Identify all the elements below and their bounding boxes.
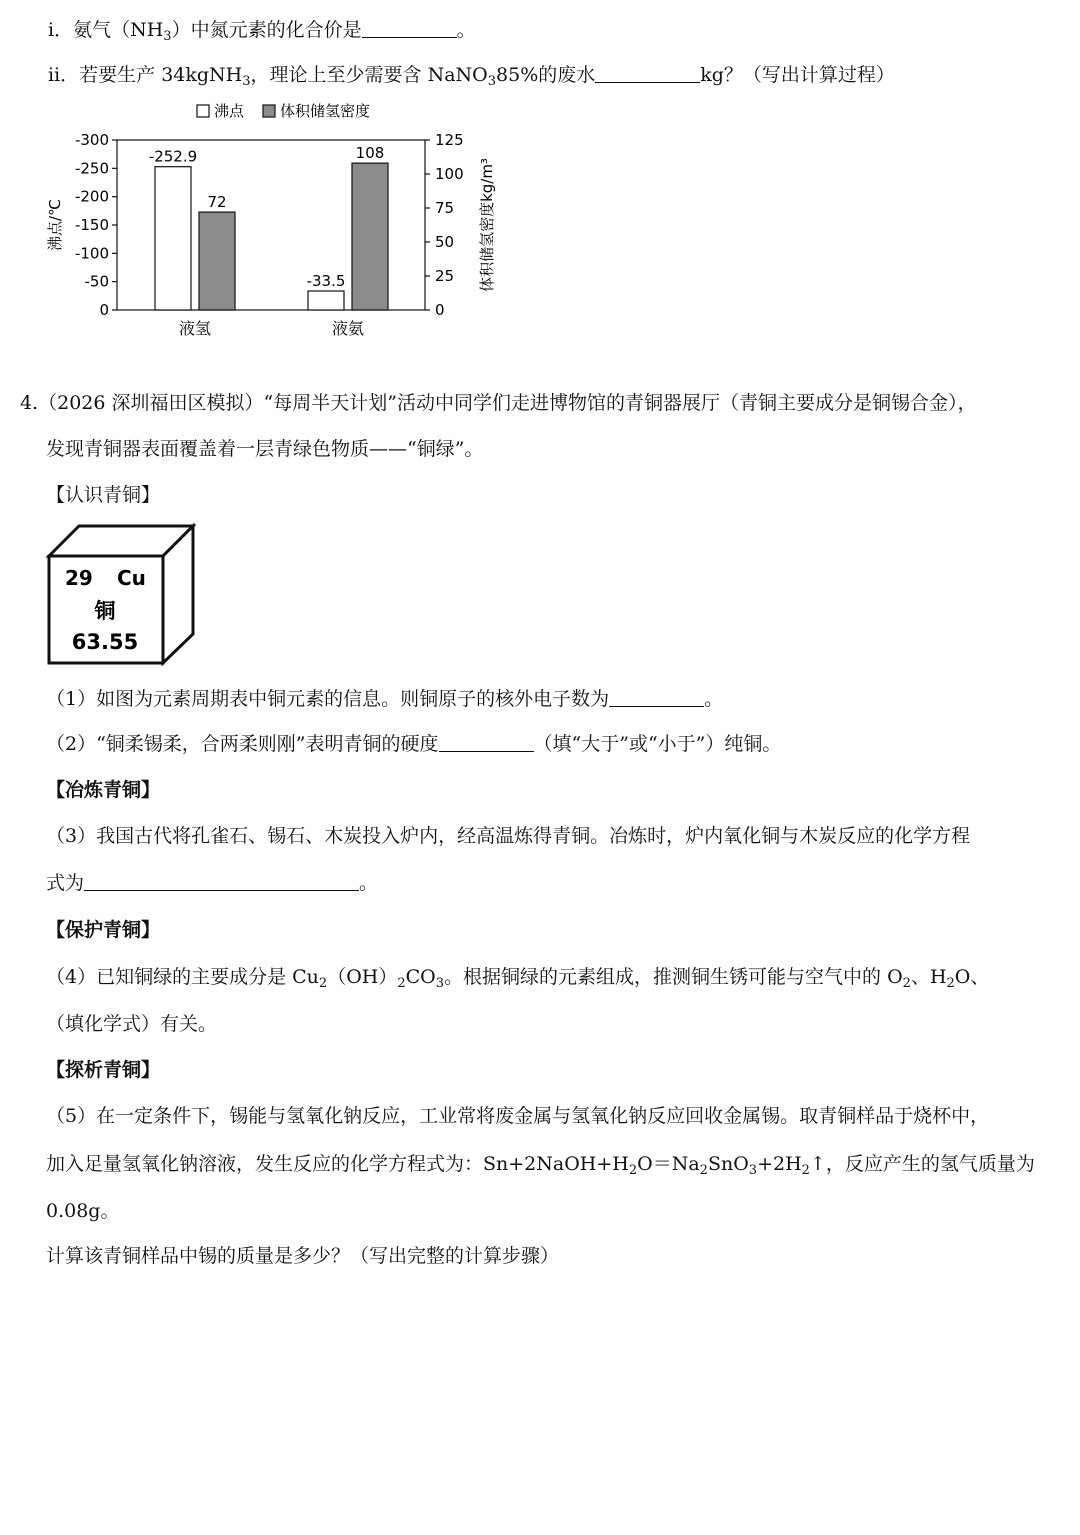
right-tick-label: 25	[435, 267, 455, 285]
heading-protect-bronze: 【保护青铜】	[46, 919, 161, 941]
left-tick-label: -50	[84, 272, 109, 291]
answer-blank[interactable]	[84, 872, 359, 891]
copper-element-cube	[45, 522, 200, 667]
question-4-1: （1）如图为元素周期表中铜元素的信息。则铜原子的核外电子数为 。	[46, 688, 724, 710]
category-labels	[179, 319, 364, 338]
bar-boiling-point	[308, 291, 344, 310]
left-tick-label: 0	[99, 301, 109, 319]
right-tick-label: 0	[435, 301, 445, 319]
question-4-3-line1: （3）我国古代将孔雀石、锡石、木炭投入炉内，经高温炼得青铜。冶炼时，炉内氧化铜与木炭反应的化学方程	[46, 825, 971, 847]
right-tick-label: 100	[435, 165, 464, 183]
legend-swatch-density	[263, 105, 275, 117]
question-4-3-line2: 式为 。	[46, 872, 379, 894]
question-4-5-line2: 加入足量氢氧化钠溶液，发生反应的化学方程式为：$Sn+2NaOH+H_2O=Na_2SnO_3+2H_2↑$，反应产生的氢气质量为	[46, 1153, 1035, 1178]
question-4-4-line2: （填化学式）有关。	[46, 1013, 218, 1035]
heading-smelt-bronze: 【冶炼青铜】	[46, 779, 161, 801]
category-label: 液氨	[331, 319, 365, 338]
chart-legend	[197, 102, 370, 120]
right-axis-label: 体积储氢密度kg/m³	[478, 158, 496, 292]
left-tick-label: -250	[74, 159, 109, 178]
element-symbol: Cu	[117, 566, 146, 590]
question-i: ⅰ．氨气$(NH_3)$中氮元素的化合价是 。	[48, 19, 476, 44]
question-i-text: ⅰ．氨气（NH	[48, 19, 164, 41]
question-4-5-line3: 0.08g。	[46, 1200, 120, 1222]
question-4-4-line1: （4）已知铜绿的主要成分是 $Cu_2(OH)_2CO_3$。根据铜绿的元素组成，推测铜生锈可能与空气中的 $O_2$、$H_2O$、	[46, 966, 990, 991]
right-tick-label: 50	[435, 233, 455, 251]
atomic-mass: 63.55	[71, 630, 139, 654]
left-tick-label: -100	[74, 244, 109, 263]
right-axis	[425, 131, 464, 319]
right-tick-label: 125	[435, 131, 464, 149]
question-4-5-line1: （5）在一定条件下，锡能与氢氧化钠反应，工业常将废金属与氢氧化钠反应回收金属锡。取青铜样品于烧杯中，	[46, 1105, 990, 1127]
q4-line2: 发现青铜器表面覆盖着一层青绿色物质——“铜绿”。	[46, 438, 484, 460]
left-axis	[75, 131, 117, 319]
bar-label: 108	[355, 144, 385, 163]
bar-density	[352, 163, 388, 310]
answer-blank[interactable]	[439, 733, 534, 752]
answer-blank[interactable]	[609, 688, 704, 707]
left-tick-label: -300	[74, 131, 109, 149]
question-ii: ⅱ．若要生产 34kgNH$_3$，理论上至少需要含 NaNO$_3$85%的废水 kg？（写出计算过程）	[48, 64, 895, 89]
left-tick-label: -150	[74, 216, 109, 234]
category-label: 液氢	[178, 319, 212, 338]
legend-swatch-boiling-point	[197, 105, 209, 117]
question-4-5-prompt: 计算该青铜样品中锡的质量是多少？（写出完整的计算步骤）	[46, 1245, 560, 1267]
answer-blank[interactable]	[362, 19, 457, 38]
bar-label: -33.5	[306, 272, 346, 291]
legend-label-density: 体积储氢密度	[280, 102, 371, 120]
heading-analyze-bronze: 【探析青铜】	[46, 1059, 161, 1081]
bar-label: 72	[207, 193, 227, 212]
bar-boiling-point	[155, 167, 191, 310]
q4-line1: 4.（2026 深圳福田区模拟）“每周半天计划”活动中同学们走进博物馆的青铜器展厅（青铜主要成分是铜锡合金），	[20, 392, 977, 414]
element-name: 铜	[94, 599, 116, 623]
question-4-2: （2）“铜柔锡柔，合两柔则刚”表明青铜的硬度 （填“大于”或“小于”）纯铜。	[46, 733, 782, 755]
bar-density	[199, 212, 235, 310]
right-tick-label: 75	[435, 199, 455, 217]
answer-blank[interactable]	[595, 64, 700, 83]
left-axis-label: 沸点/℃	[46, 199, 64, 251]
heading-recognize-bronze: 【认识青铜】	[46, 484, 161, 506]
bar-chart	[40, 95, 520, 345]
left-tick-label: -200	[74, 187, 109, 206]
bars	[149, 144, 388, 310]
atomic-number: 29	[65, 566, 93, 590]
legend-label-boiling-point: 沸点	[214, 102, 245, 120]
question-ii-text: ⅱ．若要生产 34kgNH	[48, 64, 243, 86]
bar-label: -252.9	[148, 147, 198, 166]
